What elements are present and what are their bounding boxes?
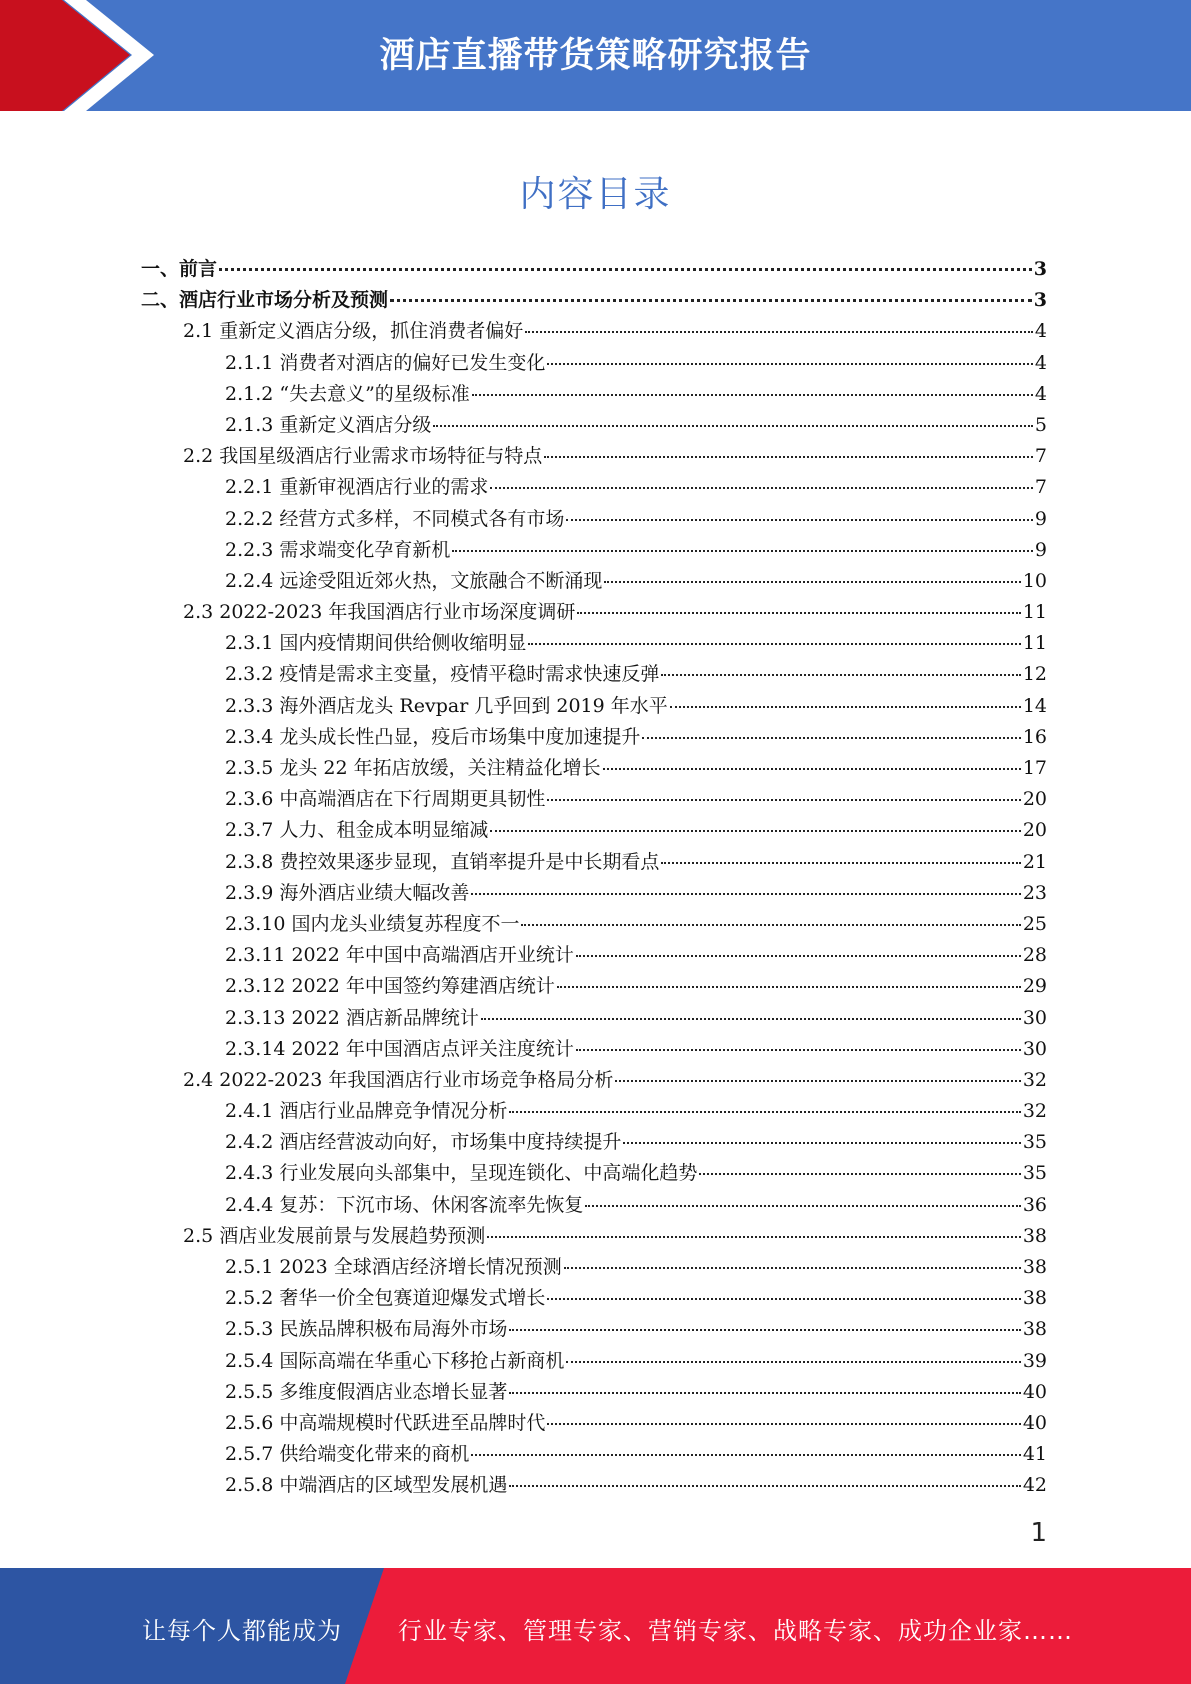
toc-entry-page: 32	[1022, 1100, 1047, 1123]
toc-entry-page: 9	[1034, 538, 1047, 561]
toc-entry-text: 2.5.1 2023 全球酒店经济增长情况预测	[225, 1256, 562, 1278]
toc-entry-page: 10	[1022, 569, 1047, 592]
toc-entry-text: 2.3.5 龙头 22 年拓店放缓，关注精益化增长	[225, 757, 601, 779]
table-of-contents	[141, 254, 1047, 1502]
toc-entry[interactable]	[141, 691, 1047, 722]
toc-entry-text: 2.3.1 国内疫情期间供给侧收缩明显	[225, 632, 527, 655]
toc-entry[interactable]	[141, 1346, 1047, 1377]
toc-entry-text: 2.5.6 中高端规模时代跃进至品牌时代	[225, 1411, 546, 1434]
toc-entry-text: 2.3.10 国内龙头业绩复苏程度不一	[225, 912, 520, 935]
dot-leader	[509, 1329, 1020, 1331]
toc-entry-text: 2.4.3 行业发展向头部集中，呈现连锁化、中高端化趋势	[225, 1162, 698, 1185]
dot-leader	[219, 268, 1032, 271]
dot-leader	[670, 706, 1021, 708]
toc-entry-page: 4	[1034, 351, 1047, 374]
toc-entry[interactable]	[141, 847, 1047, 878]
dot-leader	[490, 487, 1033, 489]
toc-entry-page: 25	[1022, 912, 1047, 935]
footer-band	[0, 1568, 1191, 1684]
dot-leader	[604, 581, 1020, 583]
toc-entry[interactable]	[141, 285, 1047, 316]
footer-slogan-left: 让每个人都能成为	[142, 1617, 342, 1645]
toc-entry[interactable]	[141, 379, 1047, 410]
toc-entry[interactable]	[141, 1065, 1047, 1096]
toc-entry-text: 2.3.8 费控效果逐步显现，直销率提升是中长期看点	[225, 850, 660, 873]
dot-leader	[585, 1205, 1020, 1207]
dot-leader	[547, 1298, 1020, 1300]
dot-leader	[547, 799, 1020, 801]
dot-leader	[521, 924, 1020, 926]
toc-entry[interactable]	[141, 1470, 1047, 1501]
toc-entry-page: 41	[1022, 1443, 1047, 1466]
toc-entry-text: 2.4.4 复苏：下沉市场、休闲客流率先恢复	[225, 1193, 584, 1216]
toc-entry[interactable]	[141, 971, 1047, 1002]
toc-entry-text: 2.4.1 酒店行业品牌竞争情况分析	[225, 1100, 508, 1123]
dot-leader	[509, 1111, 1020, 1113]
toc-entry-text: 2.5 酒店业发展前景与发展趋势预测	[183, 1224, 486, 1247]
toc-entry-page: 16	[1022, 725, 1047, 748]
toc-entry[interactable]	[141, 410, 1047, 441]
toc-entry-text: 2.5.8 中端酒店的区域型发展机遇	[225, 1474, 508, 1497]
toc-entry-page: 9	[1034, 507, 1047, 530]
toc-entry[interactable]	[141, 1252, 1047, 1283]
toc-entry-text: 2.3.14 2022 年中国酒店点评关注度统计	[225, 1037, 574, 1060]
toc-entry-page: 38	[1022, 1224, 1047, 1247]
toc-entry[interactable]	[141, 472, 1047, 503]
toc-entry[interactable]	[141, 1408, 1047, 1439]
dot-leader	[390, 299, 1032, 302]
dot-leader	[547, 1423, 1020, 1425]
toc-entry-text: 2.3.12 2022 年中国签约筹建酒店统计	[225, 975, 555, 998]
toc-entry-page: 14	[1022, 694, 1047, 717]
toc-entry-page: 28	[1022, 944, 1047, 967]
toc-entry-page: 20	[1022, 819, 1047, 842]
toc-entry-page: 7	[1034, 445, 1047, 468]
toc-entry-text: 2.3.7 人力、租金成本明显缩减	[225, 819, 489, 842]
toc-entry-text: 2.3.3 海外酒店龙头 Revpar 几乎回到 2019 年水平	[225, 694, 668, 717]
dot-leader	[623, 1142, 1020, 1144]
toc-entry-text: 2.5.4 国际高端在华重心下移抢占新商机	[225, 1349, 565, 1372]
toc-entry-page: 7	[1034, 476, 1047, 499]
toc-entry[interactable]	[141, 441, 1047, 472]
dot-leader	[433, 425, 1033, 427]
toc-entry[interactable]	[141, 504, 1047, 535]
toc-entry-text: 2.1.3 重新定义酒店分级	[225, 413, 432, 436]
toc-entry[interactable]	[141, 815, 1047, 846]
dot-leader	[509, 1485, 1020, 1487]
toc-entry-page: 42	[1022, 1474, 1047, 1497]
dot-leader	[576, 955, 1021, 957]
dot-leader	[661, 862, 1020, 864]
dot-leader	[577, 612, 1020, 614]
toc-entry-page: 29	[1022, 975, 1047, 998]
toc-entry-text: 2.4 2022-2023 年我国酒店行业市场竞争格局分析	[183, 1068, 614, 1091]
toc-entry[interactable]	[141, 254, 1047, 285]
toc-entry-text: 2.5.7 供给端变化带来的商机	[225, 1443, 470, 1466]
dot-leader	[471, 893, 1020, 895]
toc-entry-text: 2.1 重新定义酒店分级，抓住消费者偏好	[183, 320, 524, 343]
toc-entry-page: 3	[1033, 289, 1047, 312]
toc-entry-page: 20	[1022, 788, 1047, 811]
toc-entry-page: 36	[1022, 1193, 1047, 1216]
dot-leader	[576, 1049, 1021, 1051]
toc-entry-page: 38	[1022, 1318, 1047, 1341]
toc-entry[interactable]	[141, 628, 1047, 659]
toc-entry[interactable]	[141, 878, 1047, 909]
toc-entry-page: 30	[1022, 1037, 1047, 1060]
dot-leader	[642, 737, 1020, 739]
toc-entry-page: 3	[1033, 258, 1047, 280]
dot-leader	[564, 1267, 1021, 1269]
dot-leader	[615, 1080, 1020, 1082]
toc-entry[interactable]	[141, 1377, 1047, 1408]
toc-entry[interactable]	[141, 316, 1047, 347]
toc-entry-page: 11	[1022, 601, 1047, 624]
toc-entry[interactable]	[141, 1221, 1047, 1252]
dot-leader	[452, 550, 1033, 552]
toc-entry[interactable]	[141, 348, 1047, 379]
toc-entry[interactable]	[141, 1034, 1047, 1065]
toc-entry[interactable]	[141, 566, 1047, 597]
toc-entry-page: 21	[1022, 850, 1047, 873]
toc-entry[interactable]	[141, 1314, 1047, 1345]
toc-entry-page: 35	[1022, 1131, 1047, 1154]
dot-leader	[490, 830, 1020, 832]
dot-leader	[557, 986, 1021, 988]
header-band	[0, 0, 1191, 111]
toc-entry[interactable]	[141, 784, 1047, 815]
toc-heading: 内容目录	[519, 174, 672, 215]
toc-entry-page: 4	[1034, 382, 1047, 405]
toc-entry[interactable]	[141, 1096, 1047, 1127]
toc-entry-text: 2.2.4 远途受阻近郊火热，文旅融合不断涌现	[225, 569, 603, 592]
toc-entry-text: 2.1.1 消费者对酒店的偏好已发生变化	[225, 351, 546, 374]
dot-leader	[528, 643, 1020, 645]
toc-entry-page: 39	[1022, 1349, 1047, 1372]
dot-leader	[661, 674, 1020, 676]
toc-entry[interactable]	[141, 659, 1047, 690]
toc-entry-text: 2.4.2 酒店经营波动向好，市场集中度持续提升	[225, 1131, 622, 1154]
toc-entry-page: 4	[1034, 320, 1047, 343]
dot-leader	[603, 768, 1021, 770]
toc-entry-text: 2.2 我国星级酒店行业需求市场特征与特点	[183, 445, 543, 468]
toc-entry-text: 2.1.2 “失去意义”的星级标准	[225, 382, 470, 405]
toc-entry-text: 2.5.3 民族品牌积极布局海外市场	[225, 1318, 508, 1341]
toc-entry-text: 2.3.11 2022 年中国中高端酒店开业统计	[225, 944, 574, 967]
toc-entry[interactable]	[141, 1283, 1047, 1314]
toc-entry-text: 2.2.3 需求端变化孕育新机	[225, 538, 451, 561]
toc-entry[interactable]	[141, 1439, 1047, 1470]
dot-leader	[525, 331, 1033, 333]
toc-entry-page: 23	[1022, 881, 1047, 904]
toc-entry-text: 2.2.1 重新审视酒店行业的需求	[225, 476, 489, 499]
toc-entry-text: 2.5.5 多维度假酒店业态增长显著	[225, 1380, 508, 1403]
toc-entry-text: 2.3.13 2022 酒店新品牌统计	[225, 1006, 479, 1029]
toc-entry-text: 2.3.4 龙头成长性凸显，疫后市场集中度加速提升	[225, 725, 641, 748]
toc-entry-text: 2.5.2 奢华一价全包赛道迎爆发式增长	[225, 1287, 546, 1310]
toc-entry-page: 32	[1022, 1068, 1047, 1091]
toc-entry[interactable]	[141, 1127, 1047, 1158]
toc-entry-page: 35	[1022, 1162, 1047, 1185]
toc-entry-page: 12	[1022, 663, 1047, 686]
footer-slogan-right: 行业专家、管理专家、营销专家、战略专家、成功企业家……	[398, 1617, 1073, 1645]
toc-entry[interactable]	[141, 940, 1047, 971]
toc-entry[interactable]	[141, 909, 1047, 940]
toc-entry-page: 38	[1022, 1287, 1047, 1310]
toc-entry-text: 2.3.2 疫情是需求主变量，疫情平稳时需求快速反弹	[225, 663, 660, 686]
toc-entry-text: 2.2.2 经营方式多样，不同模式各有市场	[225, 507, 565, 530]
toc-entry-text: 二、酒店行业市场分析及预测	[141, 289, 389, 312]
dot-leader	[481, 1018, 1021, 1020]
toc-entry-text: 2.3 2022-2023 年我国酒店行业市场深度调研	[183, 601, 576, 624]
toc-entry-page: 5	[1034, 413, 1047, 436]
report-title: 酒店直播带货策略研究报告	[379, 36, 812, 76]
dot-leader	[547, 363, 1033, 365]
toc-entry-page: 40	[1022, 1380, 1047, 1403]
dot-leader	[699, 1173, 1020, 1175]
toc-entry-text: 2.3.9 海外酒店业绩大幅改善	[225, 881, 470, 904]
toc-entry-text: 2.3.6 中高端酒店在下行周期更具韧性	[225, 788, 546, 811]
toc-entry[interactable]	[141, 1158, 1047, 1189]
page-number: 1	[1030, 1518, 1047, 1548]
dot-leader	[566, 519, 1033, 521]
toc-entry-page: 38	[1022, 1256, 1047, 1278]
dot-leader	[544, 456, 1033, 458]
toc-entry-page: 40	[1022, 1411, 1047, 1434]
toc-entry[interactable]	[141, 597, 1047, 628]
dot-leader	[472, 394, 1033, 396]
toc-entry-text: 一、前言	[141, 258, 218, 280]
toc-entry[interactable]	[141, 1190, 1047, 1221]
dot-leader	[471, 1454, 1020, 1456]
toc-entry-page: 30	[1022, 1006, 1047, 1029]
dot-leader	[566, 1361, 1020, 1363]
toc-entry-page: 11	[1022, 632, 1047, 655]
toc-entry[interactable]	[141, 535, 1047, 566]
dot-leader	[487, 1236, 1021, 1238]
toc-entry[interactable]	[141, 1003, 1047, 1034]
toc-entry[interactable]	[141, 753, 1047, 784]
toc-entry[interactable]	[141, 722, 1047, 753]
toc-entry-page: 17	[1022, 757, 1047, 779]
dot-leader	[509, 1392, 1020, 1394]
